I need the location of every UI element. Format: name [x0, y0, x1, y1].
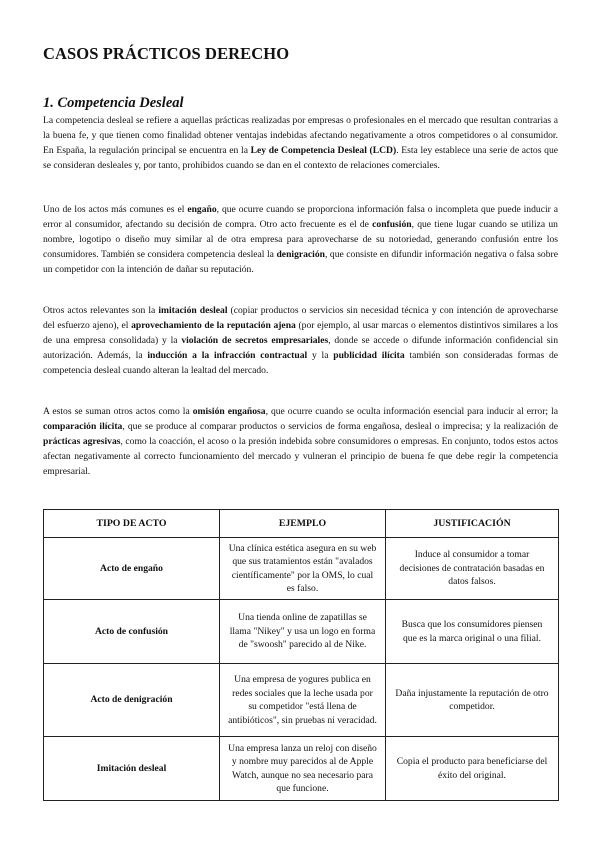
bold-term: publicidad ilícita [333, 350, 405, 361]
cell-act: Acto de engaño [44, 538, 220, 600]
cell-justification: Copia el producto para beneficiarse del éxito del original. [386, 737, 559, 801]
cell-act: Acto de denigración [44, 664, 220, 737]
section-title: 1. Competencia Desleal [43, 95, 184, 111]
text-run: A estos se suman otros actos como la [43, 406, 193, 417]
bold-term: omisión engañosa [192, 406, 266, 417]
bold-term: inducción a la infracción contractual [147, 350, 308, 361]
table-header-row [44, 510, 559, 538]
text-run: (por ejemplo, al usar marcas o elementos distintivos similares a los de una empresa consolidada) y la [43, 320, 558, 346]
text-run: y la [307, 350, 334, 361]
text-run: . Esta ley establece una serie de actos que se consideran desleales y, por tanto, prohibidos cuando se dan en el contexto de relaciones comerciales. [43, 145, 558, 171]
bold-term: imitación desleal [158, 305, 228, 316]
cases-table [43, 509, 559, 801]
bold-term: violación de secretos empresariales [181, 335, 329, 346]
bold-term: engaño [187, 204, 217, 215]
cell-justification: Daña injustamente la reputación de otro competidor. [386, 664, 559, 737]
paragraph-common-acts [43, 202, 558, 277]
cell-act: Acto de confusión [44, 600, 220, 664]
bold-term: prácticas agresivas [43, 436, 121, 447]
cell-justification: Busca que los consumidores piensen que es la marca original o una filial. [386, 600, 559, 664]
bold-term: denigración [276, 249, 325, 260]
text-run: , que tiene lugar cuando se utiliza un nombre, logotipo o diseño muy similar al de otra empresa para aprovecharse de su notoriedad, generando confusión entre los consumidores. También se considera competencia desleal la [43, 219, 558, 260]
text-run: , donde se accede o difunde información confidencial sin autorización. Además, la [43, 335, 558, 361]
cell-example: Una empresa lanza un reloj con diseño y nombre muy parecidos al de Apple Watch, aunque no sea necesario para que funcione. [220, 737, 386, 801]
paragraph-other-acts [43, 303, 558, 378]
text-run: Uno de los actos más comunes es el [43, 204, 188, 215]
cell-example: Una clínica estética asegura en su web que sus tratamientos están "avalados científicamente" por la OMS, lo cual es falso. [220, 538, 386, 600]
text-run: La competencia desleal se refiere a aquellas prácticas realizadas por empresas o profesionales en el mercado que resultan contrarias a la buena fe, y que tienen como finalidad obtener ventajas indebidas afectando negativamente a otros competidores o al consumidor. En España, la regulación principal se encuentra en la [43, 115, 558, 156]
bold-term: aprovechamiento de la reputación ajena [131, 320, 296, 331]
document-title: CASOS PRÁCTICOS DERECHO [43, 44, 290, 63]
bold-term: comparación ilícita [43, 421, 123, 432]
text-run: (copiar productos o servicios sin necesidad técnica y con intención de aprovecharse del esfuerzo ajeno), el [43, 305, 558, 331]
cell-example: Una tienda online de zapatillas se llama "Nikey" y usa un logo en forma de "swoosh" parecido al de Nike. [220, 600, 386, 664]
header-justification: JUSTIFICACIÓN [386, 510, 559, 538]
cell-justification: Induce al consumidor a tomar decisiones de contratación basadas en datos falsos. [386, 538, 559, 600]
cell-act: Imitación desleal [44, 737, 220, 801]
bold-term: confusión [372, 219, 412, 230]
text-run: , como la coacción, el acoso o la presión indebida sobre consumidores o empresas. En conjunto, todos estos actos afectan negativamente al correcto funcionamiento del mercado y vulneran el principio de buena fe que debe regir la competencia empresarial. [43, 436, 559, 477]
table-row [44, 538, 559, 600]
cell-example: Una empresa de yogures publica en redes sociales que la leche usada por su competidor "está llena de antibióticos", sin pruebas ni veracidad. [220, 664, 386, 737]
header-example: EJEMPLO [220, 510, 386, 538]
table-row [44, 600, 559, 664]
text-run: , que ocurre cuando se proporciona información falsa o incompleta que puede inducir a error al consumidor, afectando su decisión de compra. Otro acto frecuente es el de [43, 204, 558, 230]
text-run: Otros actos relevantes son la [43, 305, 159, 316]
bold-term: Ley de Competencia Desleal (LCD) [250, 145, 397, 156]
paragraph-additional-acts [43, 404, 558, 479]
text-run: , que consiste en difundir información negativa o falsa sobre un competidor con la intención de dañar su reputación. [43, 249, 558, 275]
text-run: , que se produce al comparar productos o servicios de forma engañosa, desleal o imprecisa; y la realización de [122, 421, 558, 432]
text-run: también son consideradas formas de competencia desleal cuando alteran la lealtad del mercado. [43, 350, 559, 376]
table-row [44, 664, 559, 737]
table-row [44, 737, 559, 801]
text-run: , que ocurre cuando se oculta información esencial para inducir al error; la [265, 406, 558, 417]
header-act-type: TIPO DE ACTO [44, 510, 220, 538]
paragraph-intro [43, 113, 558, 173]
